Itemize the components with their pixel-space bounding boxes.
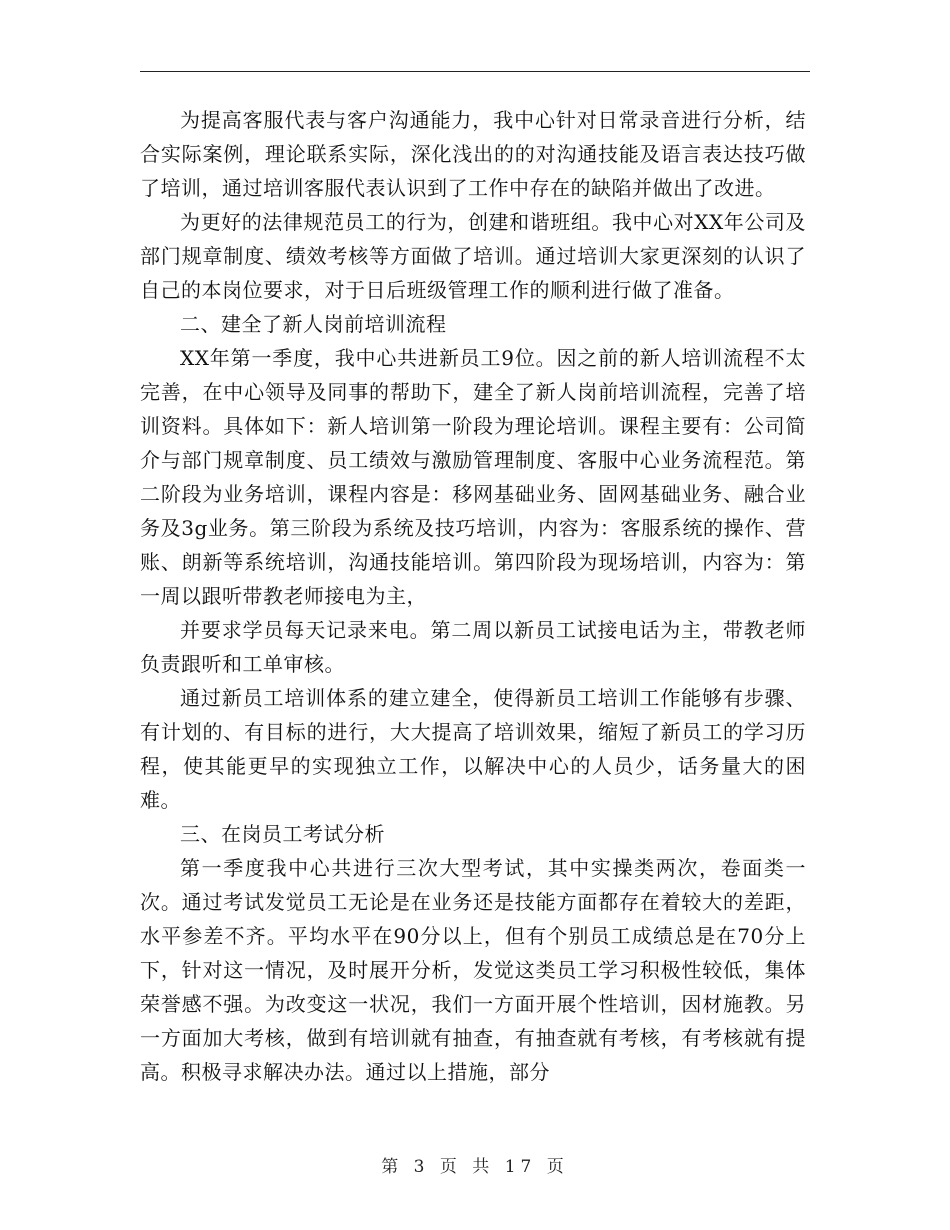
paragraph-training-system-results: 通过新员工培训体系的建立建全，使得新员工培训工作能够有步骤、有计划的、有目标的进行，大大提高了培训效果，缩短了新员工的学习历程，使其能更早的实现独立工作，以解决中心的人员少，话务量大的困难。 (140, 686, 806, 812)
header-rule (140, 71, 810, 72)
paragraph-communication-training: 为提高客服代表与客户沟通能力，我中心针对日常录音进行分析，结合实际案例，理论联系实际，深化浅出的的对沟通技能及语言表达技巧做了培训，通过培训客服代表认识到了工作中存在的缺陷并做出了改进。 (140, 108, 806, 200)
page-number-footer: 第 3 页 共 17 页 (381, 1157, 569, 1177)
section-heading-new-hire-process: 二、建全了新人岗前培训流程 (180, 312, 447, 336)
section-heading-exam-analysis: 三、在岗员工考试分析 (180, 822, 385, 846)
paragraph-regulation-training: 为更好的法律规范员工的行为，创建和谐班组。我中心对XX年公司及部门规章制度、绩效考核等方面做了培训。通过培训大家更深刻的认识了自己的本岗位要求，对于日后班级管理工作的顺利进行做了准备。 (140, 210, 806, 302)
paragraph-exam-analysis: 第一季度我中心共进行三次大型考试，其中实操类两次，卷面类一次。通过考试发觉员工无论是在业务还是技能方面都存在着较大的差距，水平参差不齐。平均水平在90分以上，但有个别员工成绩总是在70分上下，针对这一情况，及时展开分析，发觉这类员工学习积极性较低，集体荣誉感不强。为改变这一状况，我们一方面开展个性培训，因材施教。另一方面加大考核，做到有培训就有抽查，有抽查就有考核，有考核就有提高。积极寻求解决办法。通过以上措施，部分 (140, 856, 806, 1084)
document-body (140, 103, 806, 1089)
paragraph-new-hire-stages: XX年第一季度，我中心共进新员工9位。因之前的新人培训流程不太完善，在中心领导及同事的帮助下，建全了新人岗前培训流程，完善了培训资料。具体如下：新人培训第一阶段为理论培训。课程主要有：公司简介与部门规章制度、员工绩效与激励管理制度、客服中心业务流程范。第二阶段为业务培训，课程内容是：移网基础业务、固网基础业务、融合业务及3g业务。第三阶段为系统及技巧培训，内容为：客服系统的操作、营账、朗新等系统培训，沟通技能培训。第四阶段为现场培训，内容为：第一周以跟听带教老师接电为主， (140, 346, 806, 608)
paragraph-new-hire-continuation: 并要求学员每天记录来电。第二周以新员工试接电话为主，带教老师负责跟听和工单审核。 (140, 618, 806, 676)
